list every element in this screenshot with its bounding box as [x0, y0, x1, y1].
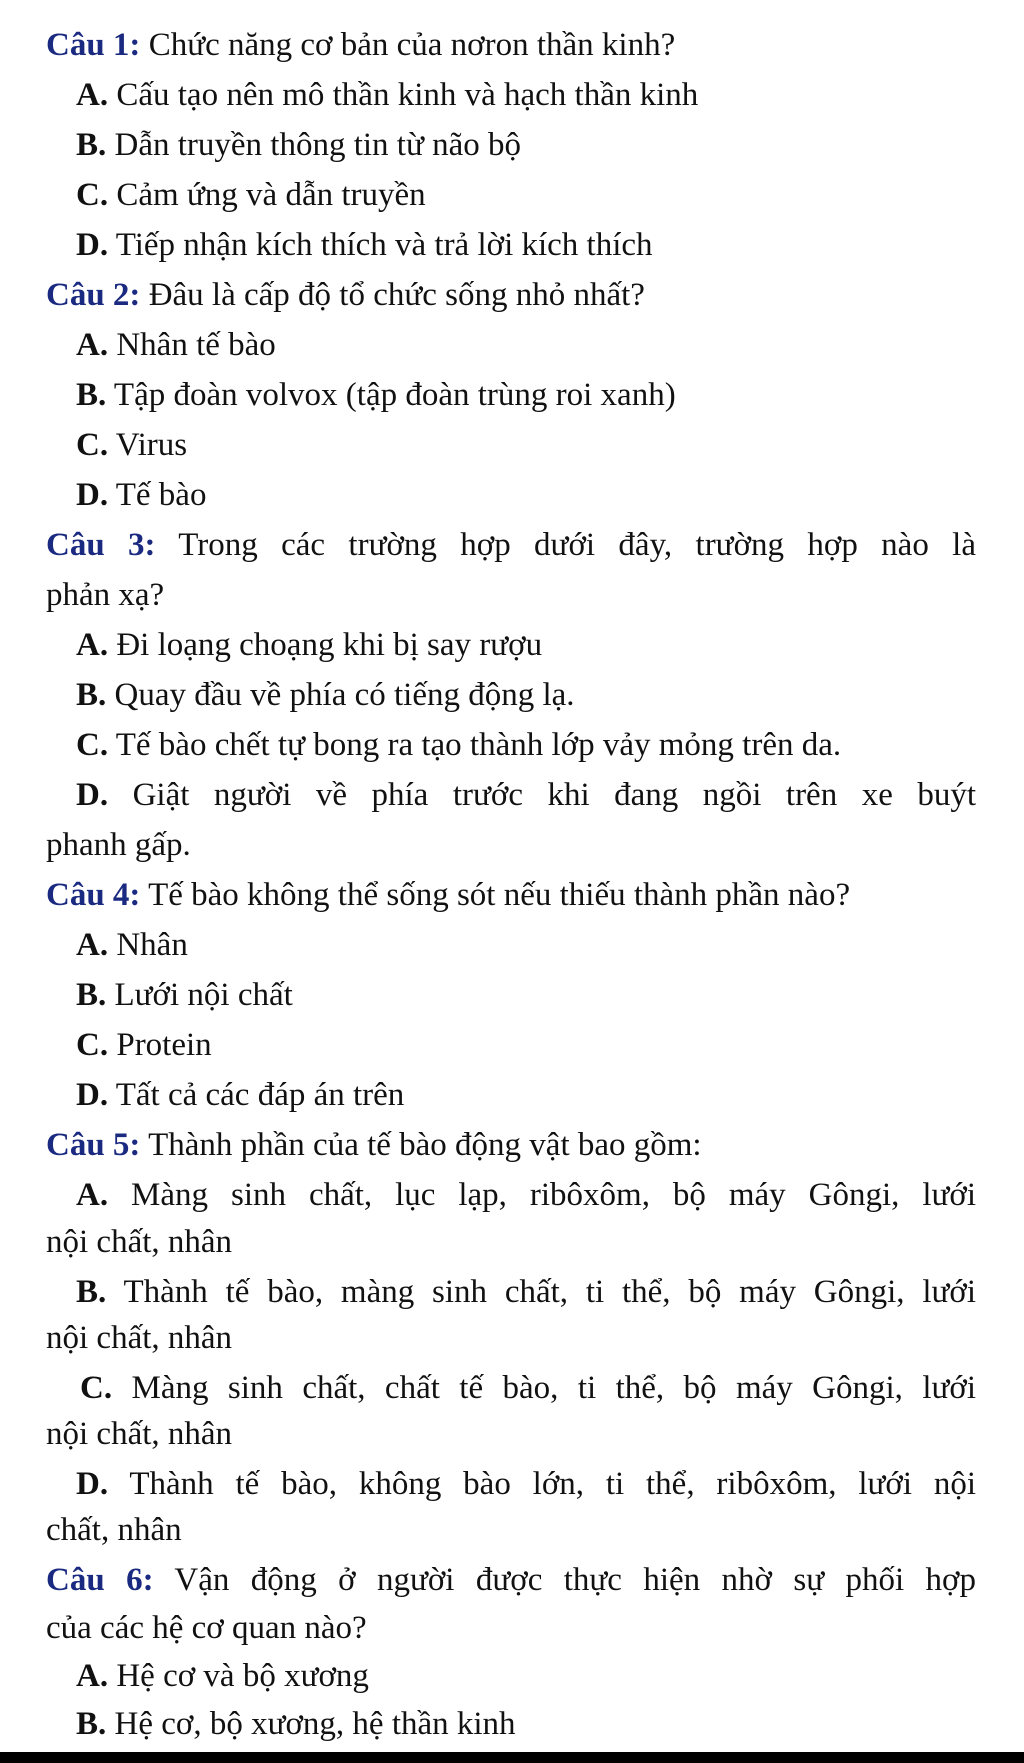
- question-2-label: Câu 2:: [46, 277, 141, 313]
- question-6-option-b: [76, 1704, 516, 1744]
- option-label: A.: [76, 77, 109, 113]
- option-label: A.: [76, 927, 109, 963]
- option-text: Tập đoàn volvox (tập đoàn trùng roi xanh): [106, 377, 676, 413]
- question-5: [46, 1125, 702, 1165]
- question-3-continuation: phản xạ?: [46, 577, 165, 613]
- option-label: C.: [80, 1370, 113, 1406]
- question-3-option-c: [76, 725, 841, 765]
- question-1-option-d: [76, 225, 653, 265]
- option-label: D.: [76, 777, 109, 813]
- option-label: B.: [76, 377, 107, 413]
- option-text: Giật người về phía trước khi đang ngồi trên xe buýt: [108, 777, 976, 813]
- option-label: D.: [76, 1077, 109, 1113]
- question-1-label: Câu 1:: [46, 27, 141, 63]
- option-text: Màng sinh chất, lục lạp, ribôxôm, bộ máy Gôngi, lưới: [108, 1177, 976, 1213]
- question-4-text: Tế bào không thể sống sót nếu thiếu thành phần nào?: [140, 877, 851, 913]
- question-2-option-b: [76, 375, 676, 415]
- question-5-option-d: [76, 1464, 976, 1504]
- option-text: Tiếp nhận kích thích và trả lời kích thích: [108, 227, 653, 263]
- question-4-option-b: [76, 975, 293, 1015]
- option-label: B.: [76, 1706, 107, 1742]
- option-text: Tất cả các đáp án trên: [108, 1077, 405, 1113]
- question-5-option-d-continuation: chất, nhân: [46, 1512, 182, 1548]
- bottom-crop-edge: [0, 1752, 1024, 1763]
- question-3-option-d: [76, 775, 976, 815]
- question-4-option-d: [76, 1075, 404, 1115]
- option-text: Dẫn truyền thông tin từ não bộ: [106, 127, 522, 163]
- question-5-option-a: [76, 1175, 976, 1215]
- option-label: B.: [76, 1274, 107, 1310]
- question-6-text: Vận động ở người được thực hiện nhờ sự phối hợp: [153, 1562, 976, 1598]
- option-text: Cấu tạo nên mô thần kinh và hạch thần kinh: [108, 77, 699, 113]
- option-text: Đi loạng choạng khi bị say rượu: [108, 627, 543, 663]
- question-1-option-c: [76, 175, 426, 215]
- question-3-option-b: [76, 675, 575, 715]
- question-5-text: Thành phần của tế bào động vật bao gồm:: [140, 1127, 702, 1163]
- option-label: C.: [76, 177, 109, 213]
- question-3-option-a: [76, 625, 542, 665]
- option-text: Quay đầu về phía có tiếng động lạ.: [106, 677, 575, 713]
- question-1: [46, 25, 675, 65]
- question-5-option-c-continuation: nội chất, nhân: [46, 1416, 233, 1452]
- option-text: Nhân tế bào: [108, 327, 276, 363]
- option-label: D.: [76, 1466, 109, 1502]
- option-label: A.: [76, 327, 109, 363]
- question-2-option-d: [76, 475, 206, 515]
- option-text: Tế bào chết tự bong ra tạo thành lớp vảy mỏng trên da.: [108, 727, 842, 763]
- question-3-label: Câu 3:: [46, 527, 156, 563]
- question-3-text: Trong các trường hợp dưới đây, trường hợp nào là: [155, 527, 976, 563]
- question-6-label: Câu 6:: [46, 1562, 154, 1598]
- question-2: [46, 275, 645, 315]
- option-text: Tế bào: [108, 477, 207, 513]
- option-text: Cảm ứng và dẫn truyền: [108, 177, 426, 213]
- option-text: Virus: [108, 427, 188, 463]
- question-6: [46, 1560, 976, 1600]
- question-5-option-b-continuation: nội chất, nhân: [46, 1320, 233, 1356]
- option-text: Hệ cơ, bộ xương, hệ thần kinh: [106, 1706, 516, 1742]
- option-label: C.: [76, 727, 109, 763]
- question-2-option-c: [76, 425, 187, 465]
- question-3-option-d-continuation: phanh gấp.: [46, 827, 191, 863]
- option-label: C.: [76, 427, 109, 463]
- option-text: Màng sinh chất, chất tế bào, ti thể, bộ máy Gôngi, lưới: [112, 1370, 976, 1406]
- question-1-option-a: [76, 75, 698, 115]
- option-label: C.: [76, 1027, 109, 1063]
- option-text: Lưới nội chất: [106, 977, 293, 1013]
- option-label: D.: [76, 227, 109, 263]
- option-text: Thành tế bào, không bào lớn, ti thể, ribôxôm, lưới nội: [108, 1466, 976, 1502]
- question-6-continuation: của các hệ cơ quan nào?: [46, 1610, 367, 1646]
- option-label: A.: [76, 627, 109, 663]
- question-4: [46, 875, 850, 915]
- question-4-label: Câu 4:: [46, 877, 141, 913]
- question-3: [46, 525, 976, 565]
- option-label: A.: [76, 1658, 109, 1694]
- question-5-option-c: [80, 1368, 976, 1408]
- question-2-text: Đâu là cấp độ tổ chức sống nhỏ nhất?: [140, 277, 645, 313]
- question-1-text: Chức năng cơ bản của nơron thần kinh?: [140, 27, 676, 63]
- option-text: Thành tế bào, màng sinh chất, ti thể, bộ máy Gôngi, lưới: [106, 1274, 976, 1310]
- option-label: B.: [76, 977, 107, 1013]
- option-label: B.: [76, 677, 107, 713]
- option-text: Nhân: [108, 927, 188, 963]
- option-text: Protein: [108, 1027, 212, 1063]
- option-label: B.: [76, 127, 107, 163]
- question-1-option-b: [76, 125, 521, 165]
- question-5-option-b: [76, 1272, 976, 1312]
- question-5-option-a-continuation: nội chất, nhân: [46, 1224, 233, 1260]
- question-6-option-a: [76, 1656, 369, 1696]
- question-4-option-a: [76, 925, 188, 965]
- question-5-label: Câu 5:: [46, 1127, 141, 1163]
- question-2-option-a: [76, 325, 276, 365]
- question-4-option-c: [76, 1025, 212, 1065]
- option-label: D.: [76, 477, 109, 513]
- option-label: A.: [76, 1177, 109, 1213]
- option-text: Hệ cơ và bộ xương: [108, 1658, 369, 1694]
